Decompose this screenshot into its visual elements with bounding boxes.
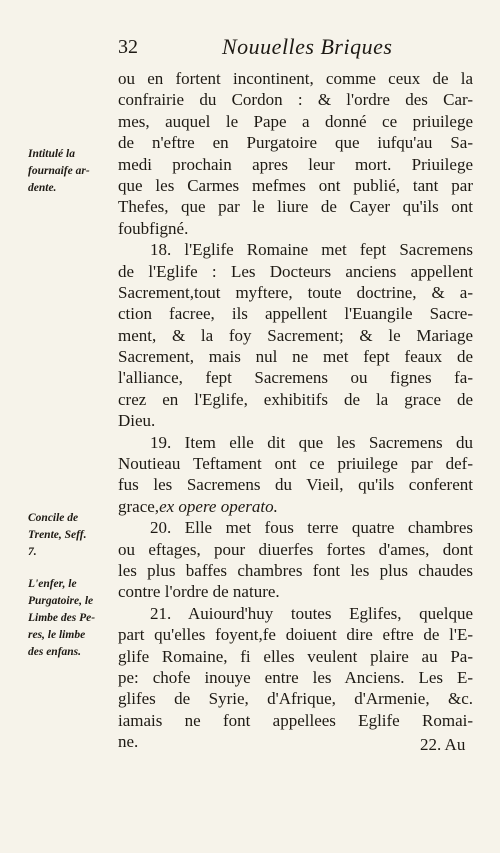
text-line	[118, 496, 473, 517]
text-line: 21. Auiourd'huy toutes Eglifes, quelque	[150, 603, 473, 623]
text-line: que les Carmes mefmes ont publié, tant par	[118, 175, 473, 195]
text-line: Sacrement,tout myftere, toute doctrine, & a-	[118, 282, 473, 302]
margin-note-fournaise	[28, 146, 120, 197]
text-line: Noutieau Teftament ont ce priuilege par def-	[118, 454, 473, 474]
italic-phrase: ex opere operato.	[159, 496, 278, 516]
page-number: 32	[118, 36, 138, 58]
margin-note-line: Trente, Seff.	[28, 529, 87, 541]
text-line: Sacrement, mais nul ne met fept feaux de	[118, 347, 473, 367]
text-line: 18. l'Eglife Romaine met fept Sacremens	[150, 240, 473, 260]
margin-note-line: L'enfer, le	[28, 578, 77, 590]
text-line: ou eftages, pour diuerfes fortes d'ames, dont	[118, 539, 473, 559]
margin-note-line: 7.	[28, 546, 37, 558]
text-line: medi prochain apres leur mort. Priuilege	[118, 154, 473, 174]
text-line: 19. Item elle dit que les Sacremens du	[150, 432, 473, 452]
margin-note-line: dente.	[28, 182, 57, 194]
text-line: de n'eftre en Purgatoire que iufqu'au Sa-	[118, 133, 473, 153]
text-line: part qu'elles foyent,fe doiuent dire eftre de l'E-	[118, 625, 473, 645]
margin-note-line: fournaife ar-	[28, 165, 90, 177]
margin-note-line: Limbe des Pe-	[28, 612, 96, 624]
running-title: Nouuelles Briques	[222, 34, 393, 59]
text-line: ction facree, ils appellent l'Euangile Sacre-	[118, 304, 473, 324]
text-fragment: grace,	[118, 496, 160, 516]
text-line: ne.	[118, 732, 139, 752]
margin-note-concile	[28, 510, 120, 561]
text-line: Dieu.	[118, 411, 156, 431]
margin-note-line: des enfans.	[28, 646, 82, 658]
body-text	[118, 68, 473, 753]
margin-note-line: Purgatoire, le	[28, 595, 94, 607]
text-line: ment, & la foy Sacrement; & le Mariage	[118, 325, 473, 345]
text-line: de l'Eglife : Les Docteurs anciens appellent	[118, 261, 473, 281]
text-line: glife Romaine, fi elles veulent plaire au Pa-	[118, 646, 473, 666]
margin-note-line: Intitulé la	[28, 148, 75, 160]
text-line: pe: chofe inouye entre les Anciens. Les E-	[118, 667, 473, 687]
text-line: ou en fortent incontinent, comme ceux de la	[118, 69, 473, 88]
text-line: iamais ne font appellees Eglife Romai-	[118, 710, 473, 730]
text-line: Thefes, que par le liure de Cayer qu'ils ont	[118, 197, 473, 217]
text-line: 20. Elle met fous terre quatre chambres	[150, 518, 473, 538]
text-line: l'alliance, fept Sacremens ou fignes fa-	[118, 368, 473, 388]
text-line: mes, auquel le Pape a donné ce priuilege	[118, 111, 473, 131]
margin-note-line: Concile de	[28, 512, 79, 524]
text-line: fus les Sacremens du Vieil, qu'ils conferent	[118, 475, 473, 495]
text-line: crez en l'Eglife, exhibitifs de la grace de	[118, 389, 473, 409]
text-line: les plus baffes chambres font les plus chaudes	[118, 560, 473, 580]
text-line: contre l'ordre de nature.	[118, 582, 280, 602]
page-header	[118, 34, 468, 64]
text-line: confrairie du Cordon : & l'ordre des Car-	[118, 90, 473, 110]
catchword: 22. Au	[420, 735, 466, 754]
text-line: glifes de Syrie, d'Afrique, d'Armenie, &c.	[118, 689, 473, 709]
margin-note-enfer	[28, 576, 120, 661]
text-line: foubfigné.	[118, 218, 189, 238]
margin-note-line: res, le limbe	[28, 629, 86, 641]
